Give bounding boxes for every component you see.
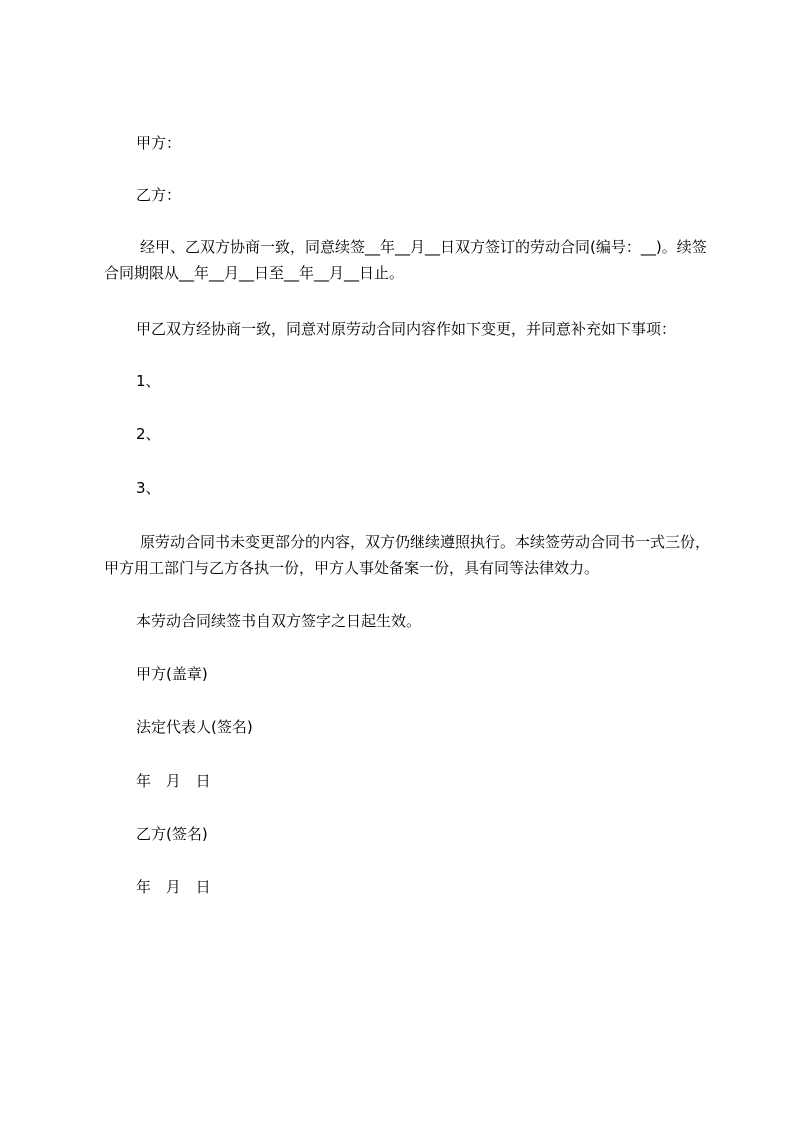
date-month: 月 [165,878,181,896]
date-day: 日 [195,772,211,790]
list-item-2: 2、 [136,425,161,443]
date-line-party-a [136,771,221,791]
unchanged-paragraph: 原劳动合同书未变更部分的内容，双方仍继续遵照执行。本续签劳动合同书一式三份，甲方用工部门与乙方各执一份，甲方人事处备案一份，具有同等法律效力。 [104,533,711,577]
date-month: 月 [165,772,181,790]
party-a-seal: 甲方(盖章) [136,665,208,683]
renewal-paragraph: 经甲、乙双方协商一致，同意续签__年__月__日双方签订的劳动合同(编号：__)。续签合同期限从__年__月__日至__年__月__日止。 [104,238,707,282]
legal-rep-signature: 法定代表人(签名) [136,718,253,736]
date-year: 年 [136,878,152,896]
party-b-label: 乙方： [136,186,182,204]
date-line-party-b [136,877,221,897]
date-year: 年 [136,772,152,790]
amendment-intro: 甲乙双方经协商一致，同意对原劳动合同内容作如下变更，并同意补充如下事项： [136,320,677,338]
list-item-3: 3、 [136,479,161,497]
party-b-signature: 乙方(签名) [136,825,208,843]
party-a-label: 甲方： [136,134,182,152]
date-day: 日 [195,878,211,896]
list-item-1: 1、 [136,372,161,390]
effective-statement: 本劳动合同续签书自双方签字之日起生效。 [136,612,422,630]
